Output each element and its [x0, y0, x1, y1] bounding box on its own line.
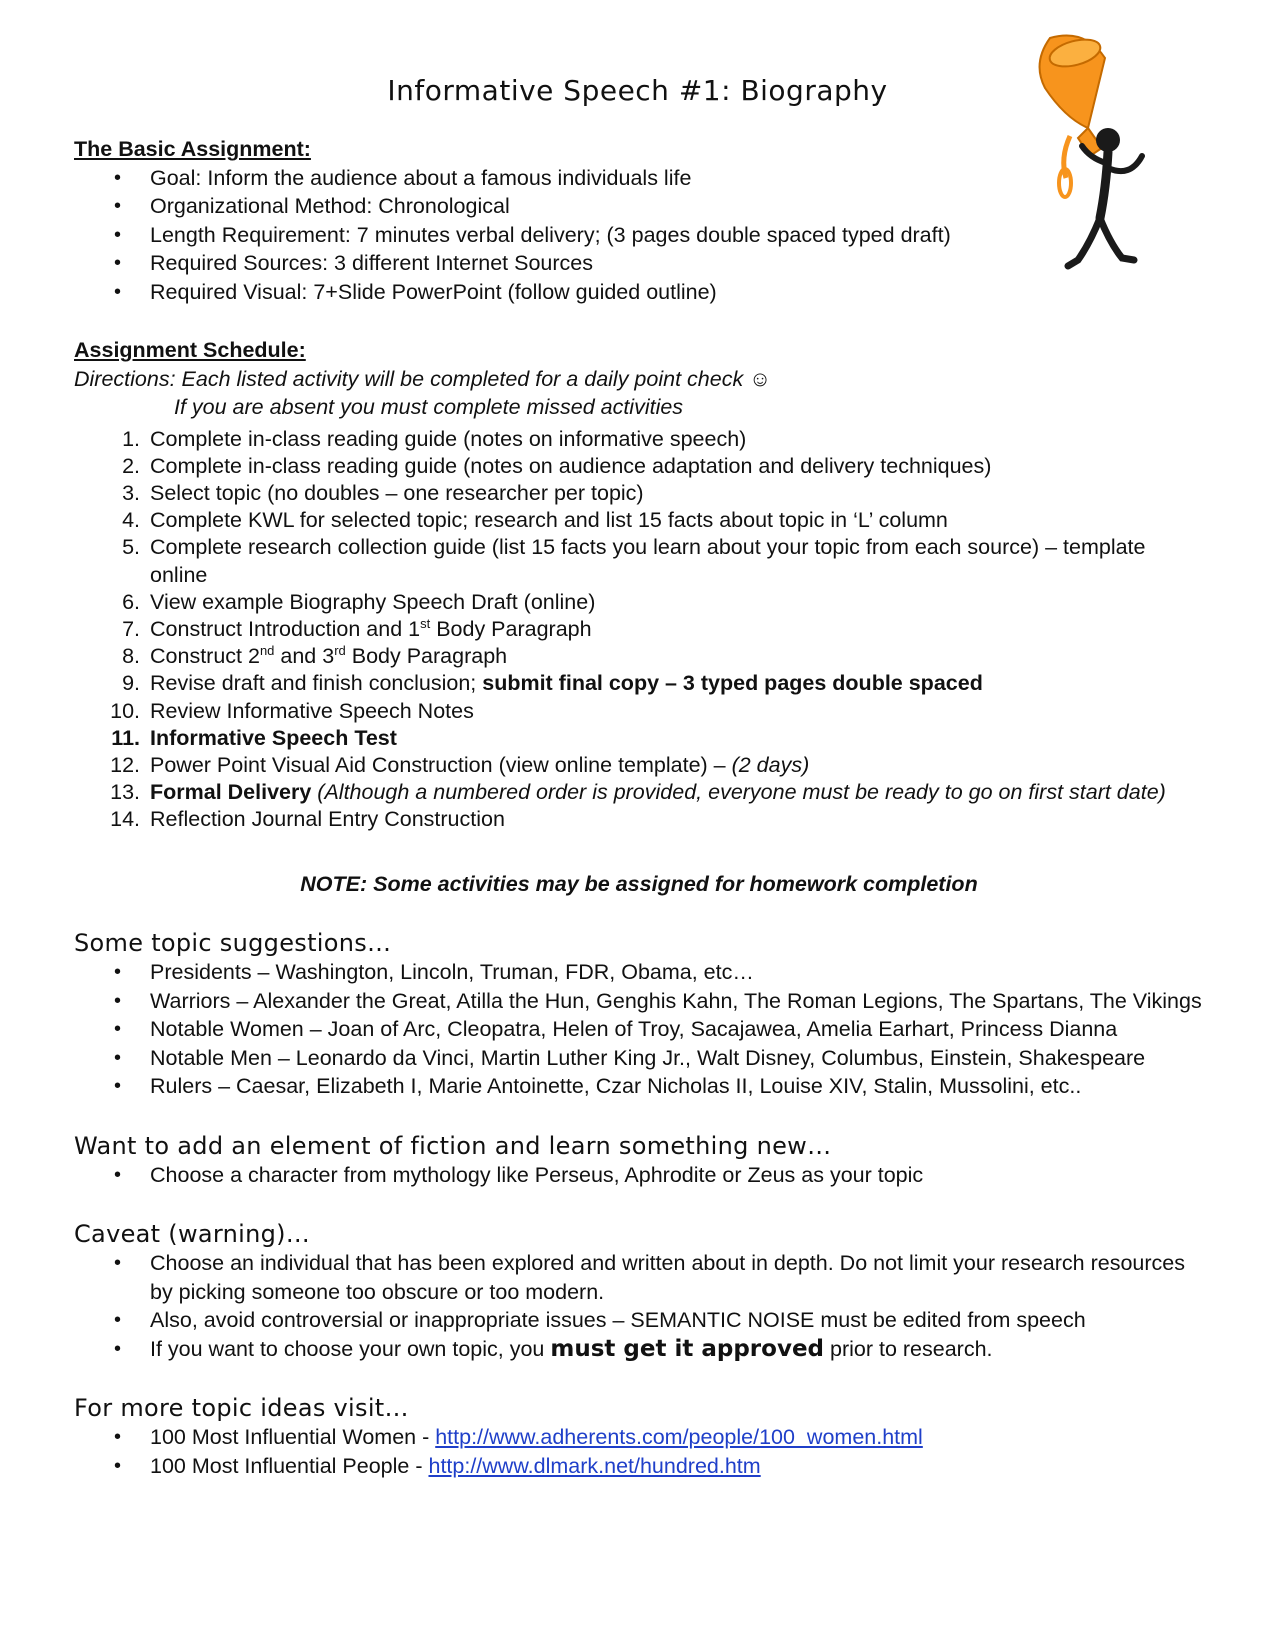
list-item: 11. Informative Speech Test [111, 725, 397, 750]
list-item: 2. Complete in-class reading guide (notes on audience adaptation and delivery techniques) [122, 453, 992, 478]
schedule-heading: Assignment Schedule: [74, 338, 306, 362]
list-item: • Presidents – Washington, Lincoln, Truman, FDR, Obama, etc… [74, 958, 1204, 987]
list-item: 1. Complete in-class reading guide (notes on informative speech) [122, 426, 747, 451]
more-ideas-heading: For more topic ideas visit… [74, 1394, 409, 1423]
list-item: • Notable Men – Leonardo da Vinci, Martin Luther King Jr., Walt Disney, Columbus, Einstein, Shakespeare [74, 1044, 1204, 1073]
list-item: 13. Formal Delivery (Although a numbered order is provided, everyone must be ready to go on first start date) [110, 780, 1166, 805]
topic-suggestions-list [74, 958, 1204, 1101]
basic-assignment-heading: The Basic Assignment: [74, 137, 311, 161]
list-item: • Warriors – Alexander the Great, Atilla the Hun, Genghis Kahn, The Roman Legions, The Spartans, The Vikings [74, 987, 1204, 1016]
list-item: • 100 Most Influential People - http://www.dlmark.net/hundred.htm [74, 1452, 1204, 1481]
list-item: • Choose a character from mythology like Perseus, Aphrodite or Zeus as your topic [74, 1161, 1204, 1190]
list-item: • If you want to choose your own topic, you must get it approved prior to research. [74, 1335, 1204, 1364]
list-item: 3. Select topic (no doubles – one researcher per topic) [122, 480, 644, 505]
list-item: 12. Power Point Visual Aid Construction (view online template) – (2 days) [110, 752, 810, 777]
list-item: • Required Visual: 7+Slide PowerPoint (follow guided outline) [74, 278, 1204, 307]
basic-assignment-list [74, 164, 1204, 307]
list-item: 5. Complete research collection guide (list 15 facts you learn about your topic from each source) – template online [122, 535, 1146, 587]
document-body [74, 135, 1204, 1480]
list-item: 6. View example Biography Speech Draft (online) [122, 589, 596, 614]
list-item: • Also, avoid controversial or inappropriate issues – SEMANTIC NOISE must be edited from speech [74, 1306, 1204, 1335]
list-item: 10. Review Informative Speech Notes [110, 698, 474, 723]
schedule-list [74, 426, 1204, 834]
list-item: 7. Construct Introduction and 1st Body Paragraph [122, 615, 592, 641]
schedule-directions: Directions: Each listed activity will be completed for a daily point check ☺ [74, 366, 772, 391]
schedule-absent-note: If you are absent you must complete missed activities [174, 395, 684, 419]
list-item: • Required Sources: 3 different Internet Sources [74, 249, 1204, 278]
list-item: • Length Requirement: 7 minutes verbal delivery; (3 pages double spaced typed draft) [74, 221, 1204, 250]
list-item: • Notable Women – Joan of Arc, Cleopatra, Helen of Troy, Sacajawea, Amelia Earhart, Princess Dianna [74, 1015, 1204, 1044]
more-ideas-list [74, 1423, 1204, 1480]
fiction-list [74, 1161, 1204, 1190]
topic-suggestions-heading: Some topic suggestions… [74, 929, 392, 958]
list-item: • Goal: Inform the audience about a famous individuals life [74, 164, 1204, 193]
women-link[interactable]: http://www.adherents.com/people/100_women.html [435, 1425, 923, 1450]
list-item: • Choose an individual that has been explored and written about in depth. Do not limit your research resources by picking someone too obscure or too modern. [74, 1249, 1204, 1306]
document-title: Informative Speech #1: Biography [387, 74, 888, 107]
smiley-icon: ☺ [749, 366, 772, 391]
list-item: • Rulers – Caesar, Elizabeth I, Marie Antoinette, Czar Nicholas II, Louise XIV, Stalin, Mussolini, etc.. [74, 1072, 1204, 1101]
fiction-heading: Want to add an element of fiction and learn something new… [74, 1131, 832, 1160]
list-item: 4. Complete KWL for selected topic; research and list 15 facts about topic in ‘L’ column [122, 508, 948, 533]
caveat-list [74, 1249, 1204, 1363]
list-item: • 100 Most Influential Women - http://www.adherents.com/people/100_women.html [74, 1423, 1204, 1452]
list-item: • Organizational Method: Chronological [74, 192, 1204, 221]
caveat-heading: Caveat (warning)… [74, 1220, 311, 1249]
people-link[interactable]: http://www.dlmark.net/hundred.htm [428, 1453, 761, 1478]
list-item: 14. Reflection Journal Entry Construction [110, 807, 505, 832]
homework-note: NOTE: Some activities may be assigned for homework completion [300, 871, 978, 896]
list-item: 8. Construct 2nd and 3rd Body Paragraph [122, 642, 508, 669]
list-item: 9. Revise draft and finish conclusion; submit final copy – 3 typed pages double spaced [122, 671, 983, 696]
